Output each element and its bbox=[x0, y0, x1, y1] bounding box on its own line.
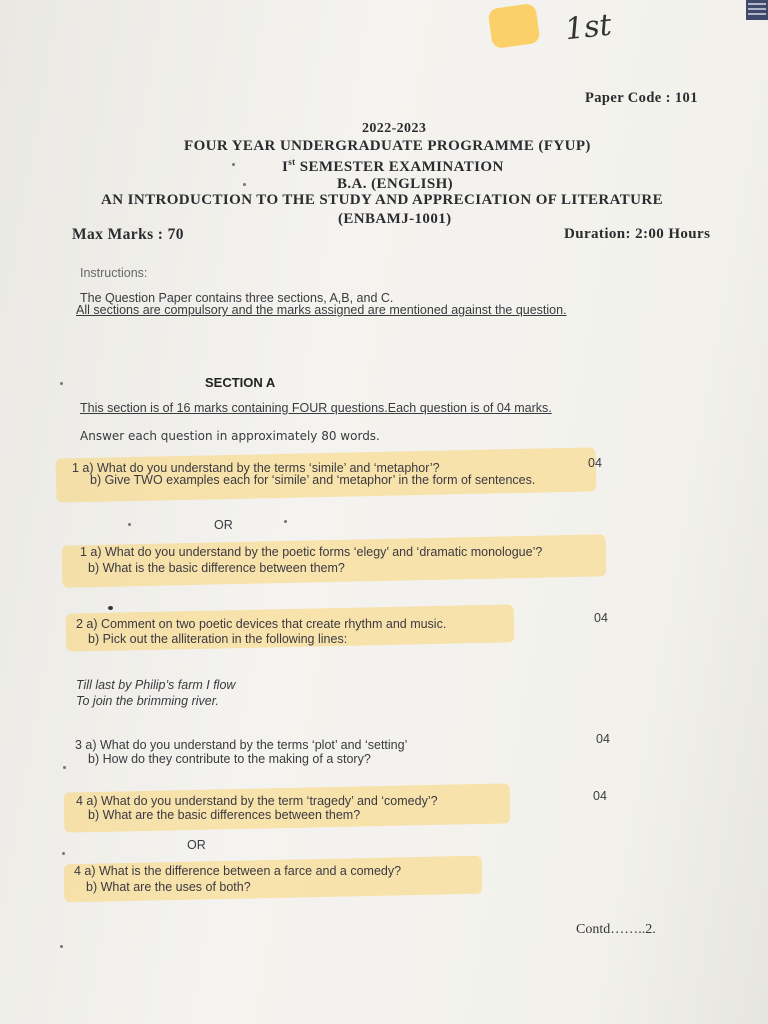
paper-code: Paper Code : 101 bbox=[585, 90, 698, 106]
poem-line-2: To join the brimming river. bbox=[76, 694, 219, 708]
question-4-marks: 04 bbox=[593, 789, 607, 803]
question-3a: 3 a) What do you understand by the terms ‘plot’ and ‘setting’ bbox=[75, 738, 408, 752]
question-4-alt-b: b) What are the uses of both? bbox=[86, 880, 251, 894]
question-2a: 2 a) Comment on two poetic devices that create rhythm and music. bbox=[76, 617, 447, 631]
scan-speck bbox=[62, 852, 65, 855]
scan-speck bbox=[60, 945, 63, 948]
instructions-heading: Instructions: bbox=[80, 266, 148, 280]
instruction-line-1: The Question Paper contains three sections, A,B, and C. bbox=[80, 291, 394, 305]
question-4a: 4 a) What do you understand by the term ‘tragedy’ and ‘comedy’? bbox=[76, 794, 438, 808]
question-1a: 1 a) What do you understand by the terms ‘simile’ and ‘metaphor’? bbox=[72, 461, 440, 475]
answer-word-limit: Answer each question in approximately 80 words. bbox=[80, 429, 380, 443]
highlighter-mark bbox=[487, 3, 540, 49]
scan-speck bbox=[243, 183, 246, 186]
question-4-alt-a: 4 a) What is the difference between a farce and a comedy? bbox=[74, 864, 402, 878]
instruction-line-2: All sections are compulsory and the marks assigned are mentioned against the question. bbox=[76, 303, 567, 317]
corner-pattern-icon bbox=[746, 0, 768, 20]
question-3-marks: 04 bbox=[596, 732, 610, 746]
poem-line-1: Till last by Philip’s farm I flow bbox=[76, 678, 236, 692]
question-1-alt-a: 1 a) What do you understand by the poetic forms ‘elegy’ and ‘dramatic monologue’? bbox=[80, 545, 543, 559]
question-2b: b) Pick out the alliteration in the following lines: bbox=[88, 632, 348, 646]
duration: Duration: 2:00 Hours bbox=[564, 226, 711, 242]
max-marks: Max Marks : 70 bbox=[72, 226, 184, 243]
programme-title: FOUR YEAR UNDERGRADUATE PROGRAMME (FYUP) bbox=[184, 138, 591, 154]
question-1-marks: 04 bbox=[588, 456, 602, 470]
course-title: AN INTRODUCTION TO THE STUDY AND APPRECIATION OF LITERATURE bbox=[101, 192, 664, 208]
scan-speck bbox=[284, 520, 287, 523]
question-4b: b) What are the basic differences between them? bbox=[88, 808, 361, 822]
scan-speck bbox=[128, 523, 131, 526]
section-a-description: This section is of 16 marks containing FOUR questions.Each question is of 04 marks. bbox=[80, 401, 552, 415]
semester-ordinal: I bbox=[282, 159, 289, 175]
question-3b: b) How do they contribute to the making of a story? bbox=[88, 752, 371, 766]
question-2-marks: 04 bbox=[594, 611, 608, 625]
or-label-1: OR bbox=[214, 518, 233, 532]
scan-speck bbox=[108, 606, 113, 610]
or-label-2: OR bbox=[187, 838, 206, 852]
semester-superscript: st bbox=[288, 157, 296, 167]
degree-title: B.A. (ENGLISH) bbox=[337, 176, 454, 192]
question-1-alt-b: b) What is the basic difference between them? bbox=[88, 561, 345, 575]
semester-title bbox=[282, 157, 504, 176]
exam-year: 2022-2023 bbox=[362, 121, 427, 136]
scan-speck bbox=[60, 382, 63, 385]
course-code: (ENBAMJ-1001) bbox=[338, 211, 452, 227]
semester-rest: SEMESTER EXAMINATION bbox=[295, 159, 504, 175]
highlight-q4-alt bbox=[64, 856, 483, 903]
scan-speck bbox=[232, 163, 235, 166]
scan-speck bbox=[63, 766, 66, 769]
section-a-title: SECTION A bbox=[205, 375, 276, 390]
question-1b: b) Give TWO examples each for ‘simile’ and ‘metaphor’ in the form of sentences. bbox=[90, 473, 536, 487]
handwritten-note: 1st bbox=[563, 7, 614, 48]
continued-note: Contd……..2. bbox=[576, 922, 656, 937]
